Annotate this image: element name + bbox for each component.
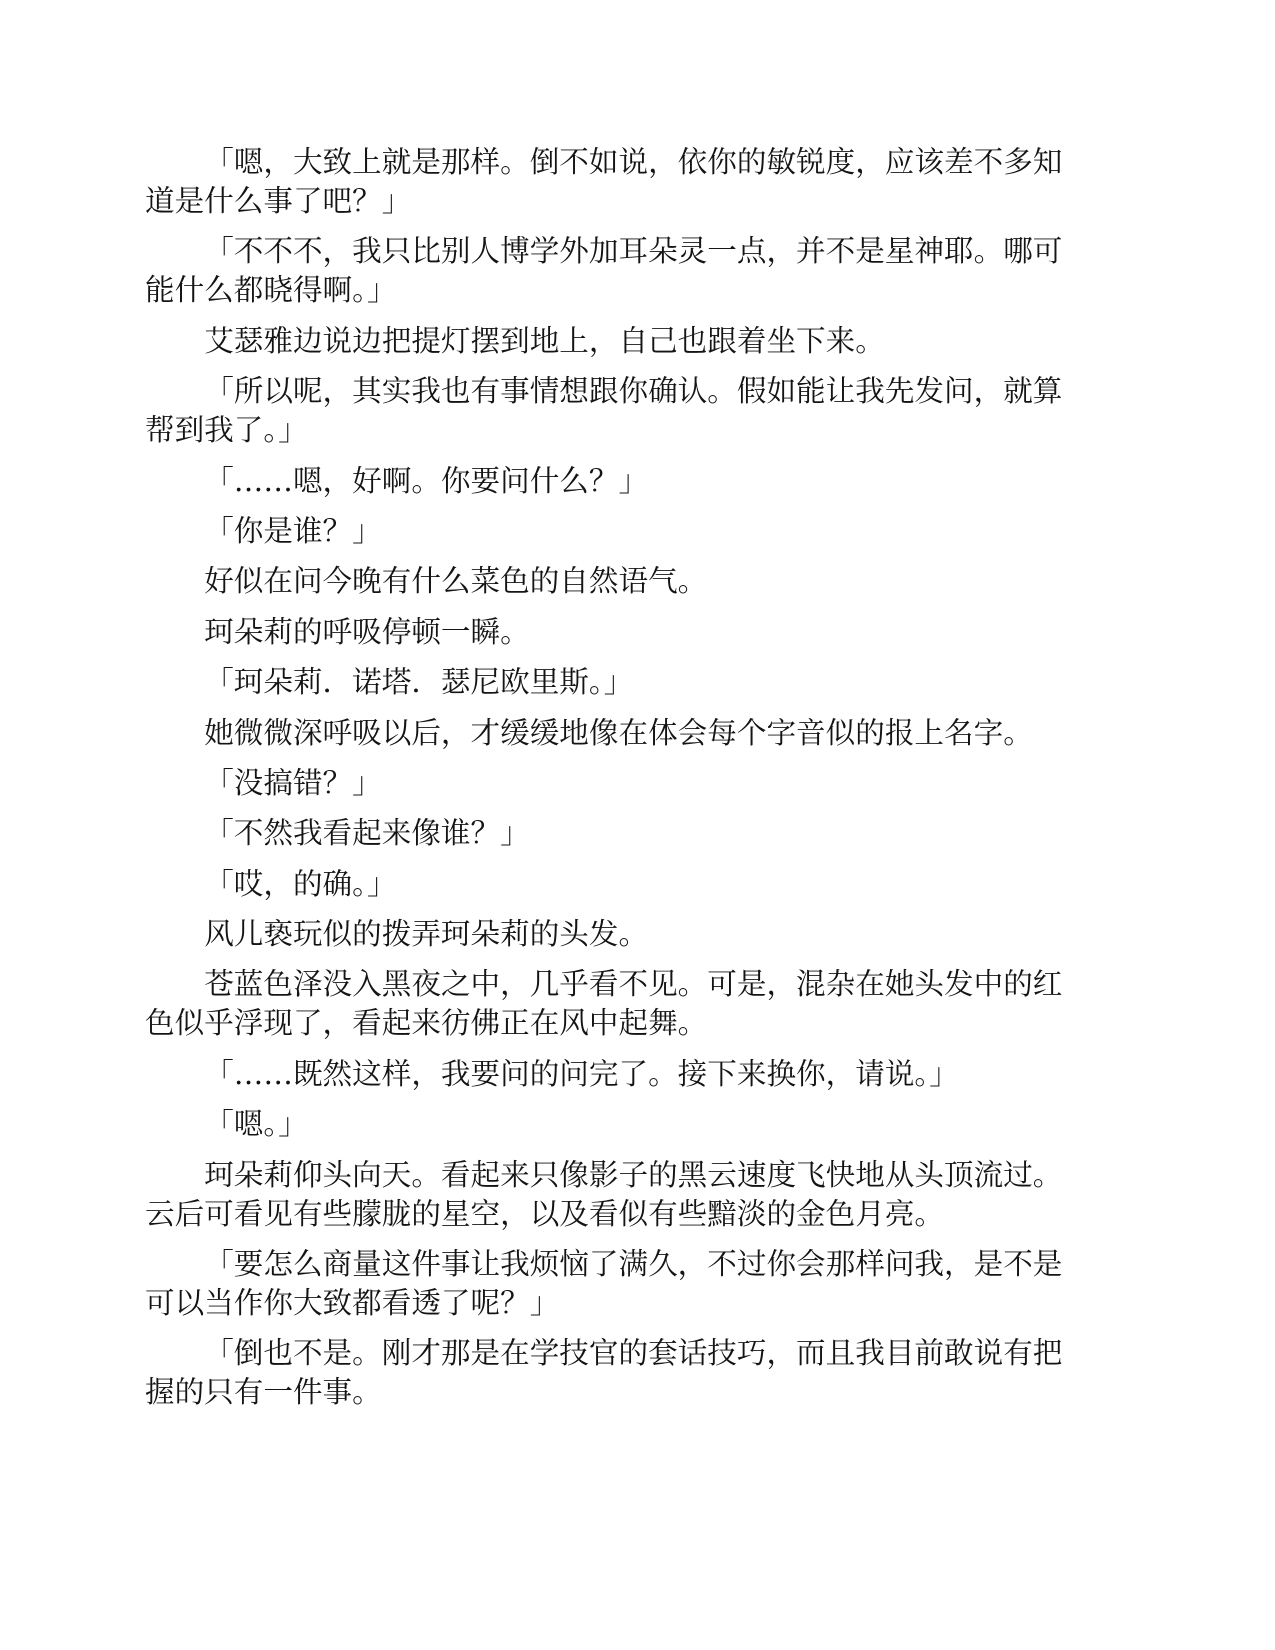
paragraph: 「珂朵莉．诺塔．瑟尼欧里斯。」 [204, 665, 634, 700]
paragraph: 苍蓝色泽没入黑夜之中，几乎看不见。可是，混杂在她头发中的红色似乎浮现了，看起来彷佛正在风中起舞。 [145, 967, 1063, 1041]
paragraph: 「……既然这样，我要问的问完了。接下来换你，请说。」 [204, 1056, 959, 1091]
page-text-body [145, 143, 1071, 1424]
paragraph: 「……嗯，好啊。你要问什么？」 [204, 463, 649, 498]
paragraph: 风儿亵玩似的拨弄珂朵莉的头发。 [204, 917, 649, 952]
paragraph: 珂朵莉仰头向天。看起来只像影子的黑云速度飞快地从头顶流过。云后可看见有些朦胧的星空，以及看似有些黯淡的金色月亮。 [145, 1157, 1063, 1231]
paragraph: 「嗯，大致上就是那样。倒不如说，依你的敏锐度，应该差不多知道是什么事了吧？」 [145, 145, 1063, 218]
paragraph: 珂朵莉的呼吸停顿一瞬。 [204, 614, 530, 649]
paragraph: 「倒也不是。刚才那是在学技官的套话技巧，而且我目前敢说有把握的只有一件事。 [145, 1336, 1063, 1410]
paragraph: 「哎，的确。」 [204, 866, 397, 901]
paragraph: 「嗯。」 [204, 1107, 308, 1142]
paragraph: 「不然我看起来像谁？」 [204, 816, 530, 851]
paragraph: 艾瑟雅边说边把提灯摆到地上，自己也跟着坐下来。 [204, 323, 885, 358]
paragraph: 「你是谁？」 [204, 513, 382, 548]
paragraph: 「没搞错？」 [204, 765, 382, 800]
paragraph: 「要怎么商量这件事让我烦恼了满久，不过你会那样问我，是不是可以当作你大致都看透了呢？」 [145, 1247, 1063, 1321]
paragraph: 「不不不，我只比别人博学外加耳朵灵一点，并不是星神耶。哪可能什么都晓得啊。」 [145, 234, 1063, 308]
paragraph: 她微微深呼吸以后，才缓缓地像在体会每个字音似的报上名字。 [204, 715, 1033, 750]
paragraph: 好似在问今晚有什么菜色的自然语气。 [204, 564, 708, 599]
paragraph: 「所以呢，其实我也有事情想跟你确认。假如能让我先发问，就算帮到我了。」 [145, 374, 1063, 448]
